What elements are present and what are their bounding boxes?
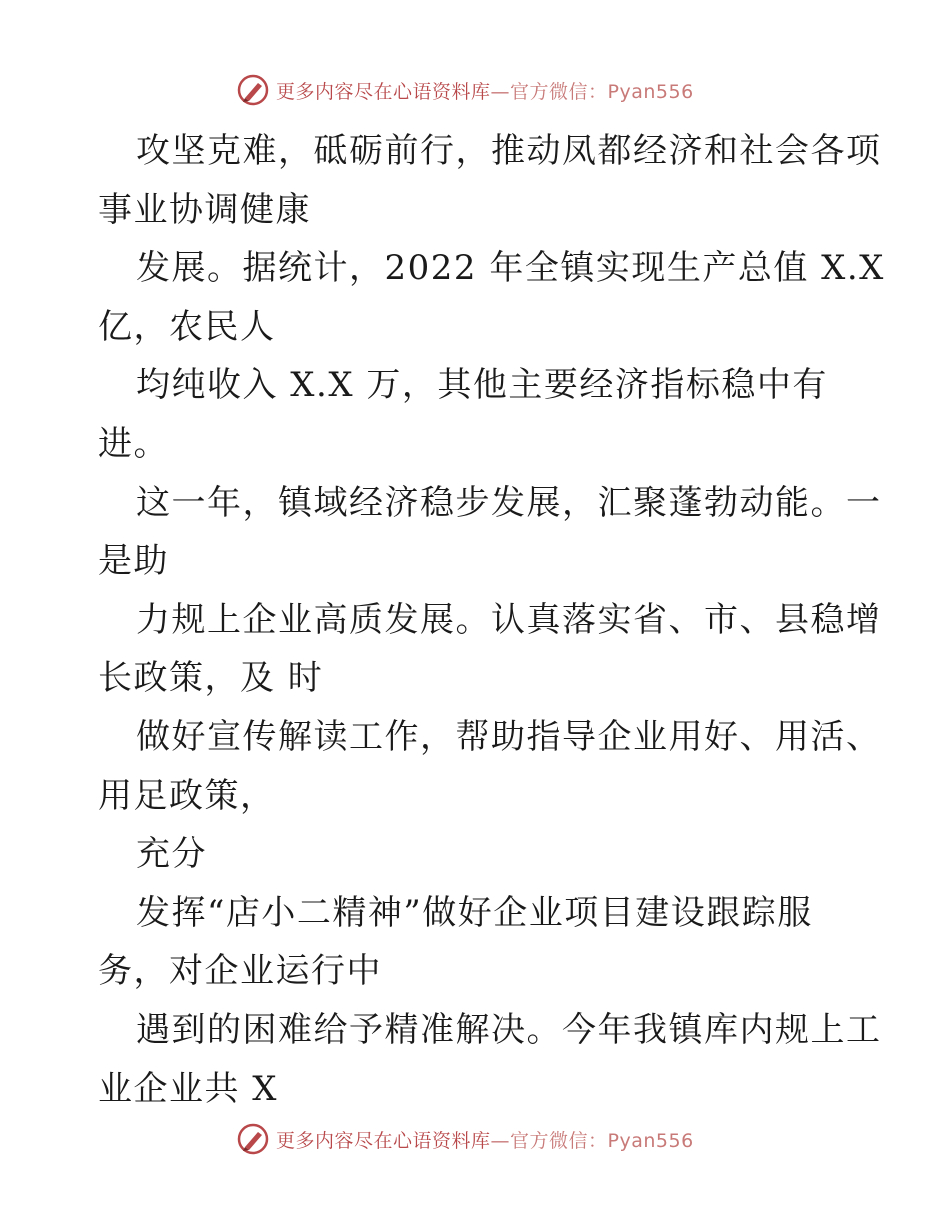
text-line: 用足政策， [98,775,276,816]
pen-logo-icon [236,73,270,107]
document-body [98,122,885,1118]
text-line: 做好宣传解读工作，帮助指导企业用好、用活、 [136,716,882,757]
text-line: 遇到的困难给予精准解决。今年我镇库内规上工 [136,1009,882,1050]
text-line: 这一年，镇域经济稳步发展，汇聚蓬勃动能。一 [136,482,882,523]
text-line: 攻坚克难，砥砺前行，推动凤都经济和社会各项 [136,131,882,171]
pen-logo-icon [236,1122,270,1156]
text-line: 长政策，及 时 [98,658,324,699]
text-line: 是助 [98,541,169,582]
text-line: 发挥“店小二精神”做好企业项目建设跟踪服 [136,892,813,933]
text-line: 业企业共 X [98,1068,279,1109]
text-line: 力规上企业高质发展。认真落实省、市、县稳增 [136,599,882,640]
text-line: 发展。据统计，2022 年全镇实现生产总值 X.X [136,248,885,289]
text-line: 均纯收入 X.X 万，其他主要经济指标稳中有 [136,365,828,406]
footer-watermark [236,1121,756,1157]
text-line: 务，对企业运行中 [98,951,382,992]
text-line: 充分 [136,834,207,875]
text-line: 进。 [98,423,169,464]
header-watermark [236,72,756,108]
text-line: 亿，农民人 [98,306,276,347]
watermark-text: 更多内容尽在心语资料库—官方微信：Pyan556 [276,80,694,103]
text-line: 事业协调健康 [98,189,311,230]
watermark-text: 更多内容尽在心语资料库—官方微信：Pyan556 [276,1129,694,1152]
